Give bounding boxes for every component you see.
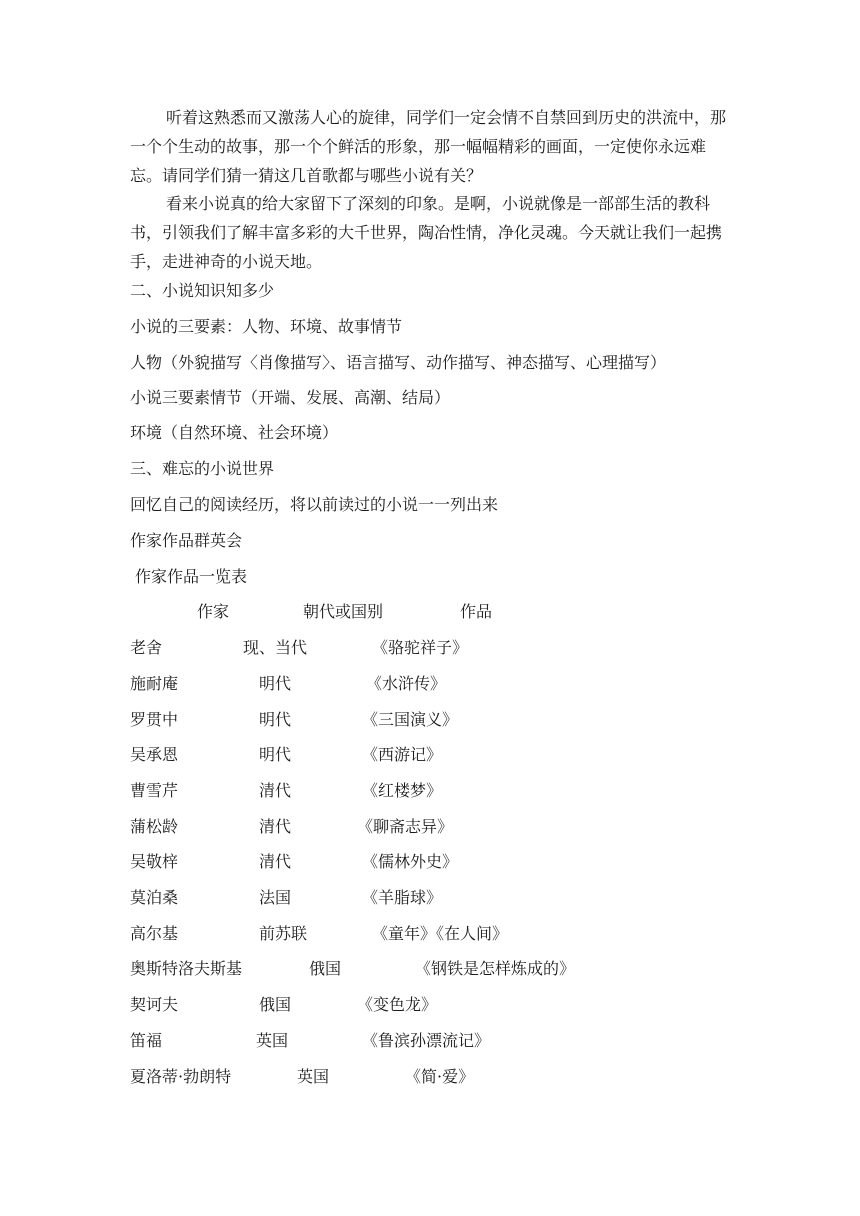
table-cell-author: 莫泊桑 (130, 888, 179, 907)
table-cell-work: 《水浒传》 (366, 674, 447, 693)
table-cell-work: 《钢铁是怎样炼成的》 (415, 959, 576, 978)
text-line-environment: 环境（自然环境、社会环境） (130, 423, 339, 442)
section-heading-2: 二、小说知识知多少 (130, 281, 275, 300)
table-title: 作家作品一览表 (135, 567, 248, 586)
table-cell-author: 契诃夫 (130, 995, 179, 1014)
table-cell-work: 《聊斋志异》 (357, 817, 454, 836)
table-cell-era: 俄国 (259, 995, 292, 1014)
table-cell-author: 奥斯特洛夫斯基 (130, 959, 243, 978)
table-cell-author: 施耐庵 (130, 674, 179, 693)
table-cell-author: 夏洛蒂·勃朗特 (130, 1067, 232, 1086)
table-header-work: 作品 (460, 602, 493, 621)
section-heading-3: 三、难忘的小说世界 (130, 459, 275, 478)
intro-paragraph-2: 看来小说真的给大家留下了深刻的印象。是啊，小说就像是一部部生活的教科书，引领我们了解丰富多彩的大千世界，陶冶性情，净化灵魂。今天就让我们一起携手，走进神奇的小说天地。 (130, 194, 723, 271)
table-cell-work: 《西游记》 (362, 745, 443, 764)
table-cell-work: 《红楼梦》 (362, 781, 443, 800)
table-cell-era: 清代 (259, 781, 292, 800)
table-cell-era: 明代 (259, 745, 292, 764)
table-cell-work: 《骆驼祥子》 (372, 638, 469, 657)
table-cell-author: 蒲松龄 (130, 817, 179, 836)
table-cell-era: 前苏联 (259, 924, 308, 943)
table-cell-era: 英国 (297, 1067, 330, 1086)
text-line-gathering: 作家作品群英会 (130, 531, 243, 550)
table-cell-work: 《童年》《在人间》 (372, 924, 509, 943)
table-cell-era: 法国 (259, 888, 292, 907)
table-cell-author: 曹雪芹 (130, 781, 179, 800)
intro-paragraph-1: 听着这熟悉而又激荡人心的旋律，同学们一定会情不自禁回到历史的洪流中，那一个个生动的故事，那一个个鲜活的形象，那一幅幅精彩的画面，一定使你永远难忘。请同学们猜一猜这几首歌都与哪些小说有关？ (130, 108, 727, 185)
table-cell-era: 现、当代 (243, 638, 308, 657)
text-line-recall: 回忆自己的阅读经历，将以前读过的小说一一列出来 (130, 495, 499, 514)
table-cell-era: 明代 (259, 674, 292, 693)
table-cell-work: 《鲁滨孙漂流记》 (362, 1031, 491, 1050)
table-cell-work: 《羊脂球》 (362, 888, 443, 907)
table-cell-work: 《变色龙》 (357, 995, 438, 1014)
table-cell-author: 罗贯中 (130, 710, 179, 729)
text-line-plot: 小说三要素情节（开端、发展、高潮、结局） (130, 388, 451, 407)
table-cell-author: 老舍 (130, 638, 163, 657)
table-cell-era: 英国 (256, 1031, 289, 1050)
table-cell-era: 清代 (259, 817, 292, 836)
table-cell-work: 《儒林外史》 (362, 852, 459, 871)
table-cell-work: 《简·爱》 (405, 1067, 475, 1086)
table-cell-author: 高尔基 (130, 924, 179, 943)
table-cell-author: 笛福 (130, 1031, 163, 1050)
table-cell-author: 吴敬梓 (130, 852, 179, 871)
table-cell-author: 吴承恩 (130, 745, 179, 764)
table-cell-era: 明代 (259, 710, 292, 729)
table-cell-era: 俄国 (309, 959, 342, 978)
text-line-elements: 小说的三要素：人物、环境、故事情节 (130, 317, 403, 336)
table-header-era: 朝代或国别 (303, 602, 384, 621)
table-cell-work: 《三国演义》 (362, 710, 459, 729)
table-cell-era: 清代 (259, 852, 292, 871)
table-header-author: 作家 (197, 602, 230, 621)
text-line-character: 人物（外貌描写〈肖像描写〉、语言描写、动作描写、神态描写、心理描写） (130, 353, 667, 372)
